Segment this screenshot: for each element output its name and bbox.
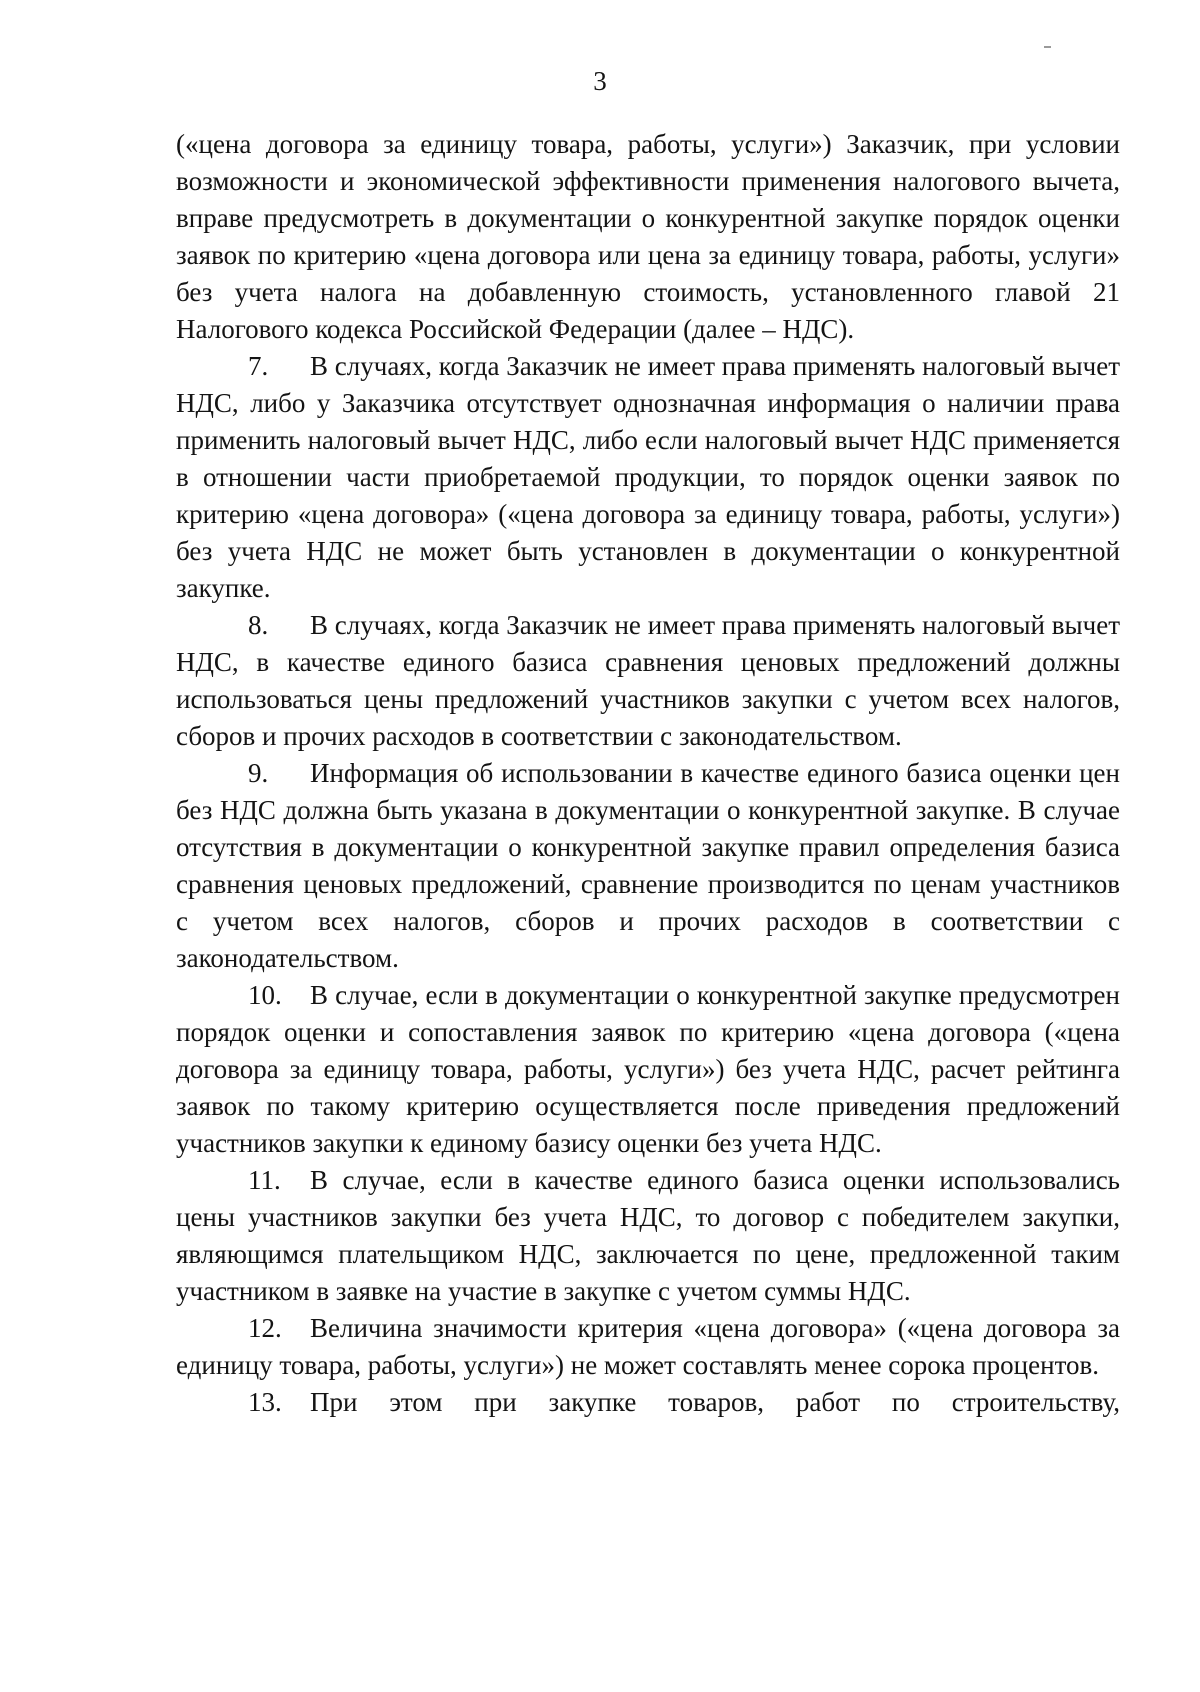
paragraph-9 (176, 755, 1120, 977)
scan-artifact-mark (1044, 46, 1051, 48)
page-number: 3 (593, 66, 607, 96)
paragraph-7 (176, 348, 1120, 607)
paragraph-number: 10. (248, 980, 282, 1010)
paragraph-12 (176, 1310, 1120, 1384)
paragraph-text: В случаях, когда Заказчик не имеет права применять налоговый вычет НДС, в качестве единого базиса сравнения ценовых предложений должны использоваться цены предложений участников закупки с учетом всех налогов, сборов и прочих расходов в соответствии с законодательством. (176, 610, 1120, 751)
paragraph-13 (176, 1384, 1120, 1421)
paragraph-text: В случае, если в качестве единого базиса оценки использовались цены участников закупки без учета НДС, то договор с победителем закупки, являющимся плательщиком НДС, заключается по цене, предложенной таким участником в заявке на участие в закупке с учетом суммы НДС. (176, 1165, 1120, 1306)
paragraph-text: При этом при закупке товаров, работ по строительству, (310, 1387, 1120, 1417)
paragraph-text: Величина значимости критерия «цена договора» («цена договора за единицу товара, работы, услуги») не может составлять менее сорока процентов. (176, 1313, 1120, 1380)
paragraph-number: 8. (248, 610, 269, 640)
document-body (176, 126, 1120, 1421)
paragraph-text: Информация об использовании в качестве единого базиса оценки цен без НДС должна быть указана в документации о конкурентной закупке. В случае отсутствия в документации о конкурентной закупке правил определения базиса сравнения ценовых предложений, сравнение производится по ценам участников с учетом всех налогов, сборов и прочих расходов в соответствии с законодательством. (176, 758, 1120, 973)
paragraph-text: В случаях, когда Заказчик не имеет права применять налоговый вычет НДС, либо у Заказчика отсутствует однозначная информация о наличии права применить налоговый вычет НДС, либо если налоговый вычет НДС применяется в отношении части приобретаемой продукции, то порядок оценки заявок по критерию «цена договора» («цена договора за единицу товара, работы, услуги») без учета НДС не может быть установлен в документации о конкурентной закупке. (176, 351, 1120, 603)
paragraph-number: 7. (248, 351, 269, 381)
paragraph-continuation (176, 126, 1120, 348)
paragraph-text: В случае, если в документации о конкурентной закупке предусмотрен порядок оценки и сопоставления заявок по критерию «цена договора («цена договора за единицу товара, работы, услуги») без учета НДС, расчет рейтинга заявок по такому критерию осуществляется после приведения предложений участников закупки к единому базису оценки без учета НДС. (176, 980, 1120, 1158)
paragraph-10 (176, 977, 1120, 1162)
paragraph-number: 13. (248, 1387, 282, 1417)
paragraph-number: 11. (248, 1165, 281, 1195)
paragraph-8 (176, 607, 1120, 755)
paragraph-number: 12. (248, 1313, 282, 1343)
paragraph-text: («цена договора за единицу товара, работы, услуги») Заказчик, при условии возможности и экономической эффективности применения налогового вычета, вправе предусмотреть в документации о конкурентной закупке порядок оценки заявок по критерию «цена договора или цена за единицу товара, работы, услуги» без учета налога на добавленную стоимость, установленного главой 21 Налогового кодекса Российской Федерации (далее – НДС). (176, 129, 1120, 344)
paragraph-number: 9. (248, 758, 269, 788)
paragraph-11 (176, 1162, 1120, 1310)
